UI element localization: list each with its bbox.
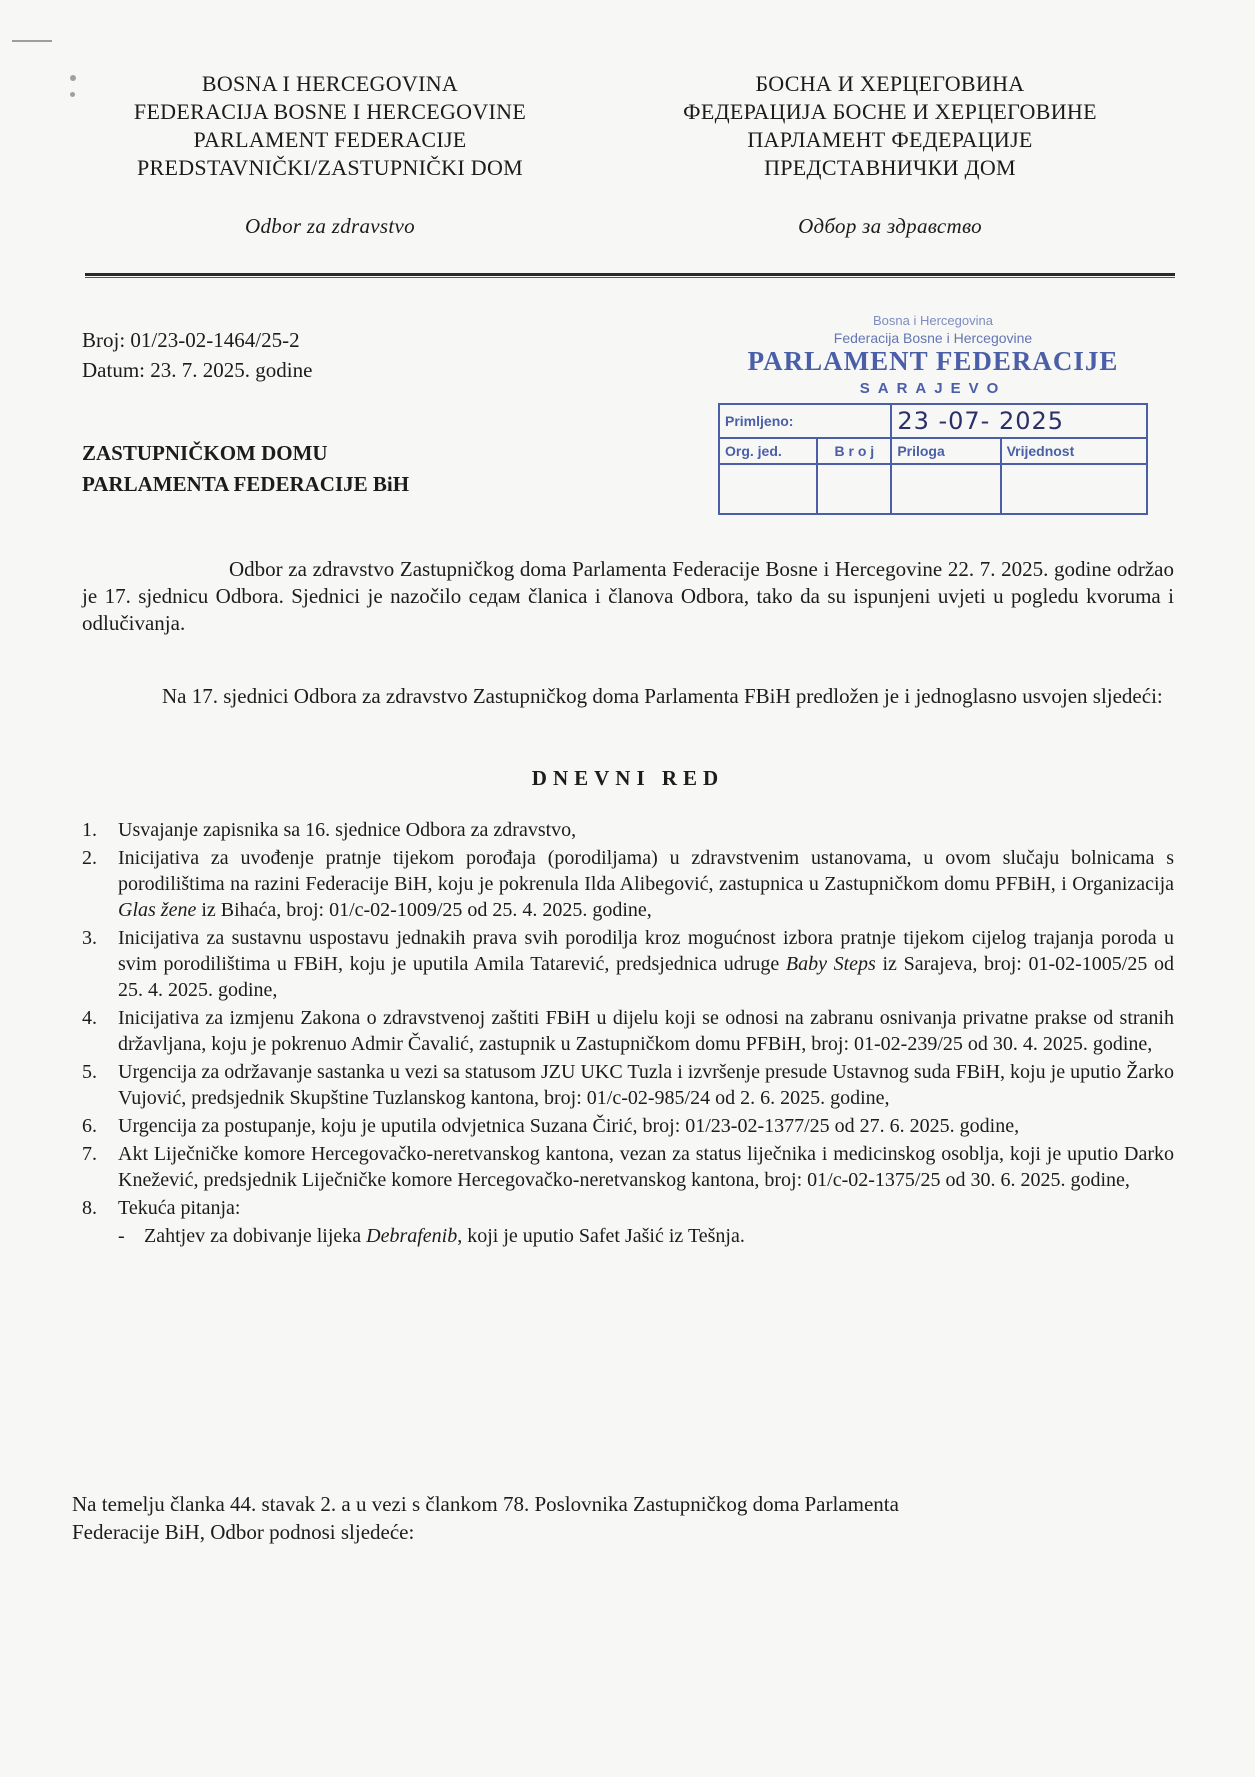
stamp-cell: [719, 464, 817, 514]
organization-name: Baby Steps: [785, 953, 876, 975]
stamp-title: PARLAMENT FEDERACIJE: [747, 346, 1119, 376]
agenda-item: [82, 845, 1174, 923]
letterhead-line: FEDERACIJA BOSNE I HERCEGOVINE: [133, 99, 527, 124]
reference-date: Datum: 23. 7. 2025. godine: [82, 358, 313, 382]
agenda-item-text: Usvajanje zapisnika sa 16. sjednice Odbora za zdravstvo,: [118, 819, 577, 841]
agenda-item: [82, 817, 1174, 843]
letterhead-line: PREDSTAVNIČKI/ZASTUPNIČKI DOM: [136, 155, 524, 180]
agenda-item-number: 6.: [82, 1115, 97, 1137]
stamp-col-vrijednost: Vrijednost: [1001, 438, 1147, 464]
agenda-item-number: 3.: [82, 927, 97, 949]
agenda-item-text: iz Sarajeva, broj: 01-02-1005/25 od 25. 4. 2025. godine,: [118, 953, 1174, 1001]
stamp-city: SARAJEVO: [859, 380, 1007, 397]
agenda-item: [82, 925, 1174, 1003]
stamp-cell: [817, 464, 891, 514]
reference-number: Broj: 01/23-02-1464/25-2: [82, 328, 300, 352]
letterhead-line: PARLAMENT FEDERACIJE: [193, 127, 467, 152]
organization-name: Glas žene: [118, 899, 197, 921]
reference-block: [82, 325, 312, 385]
letterhead-line: BOSNA I HERCEGOVINA: [201, 71, 459, 96]
agenda-subitem: [82, 1223, 1174, 1249]
subitem-text: , koji je uputio Safet Jašić iz Tešnja.: [457, 1225, 745, 1247]
stamp-col-priloga: Priloga: [891, 438, 1000, 464]
stamp-line: Bosna i Hercegovina: [873, 313, 993, 328]
committee-name-cyrillic: Одбор за здравство: [798, 214, 982, 238]
closing-line: Federacije BiH, Odbor podnosi sljedeće:: [72, 1520, 415, 1544]
header-divider: [85, 273, 1175, 278]
agenda-item-text: Inicijativa za sustavnu uspostavu jednakih prava svih porodilja kroz mogućnost izbora pratnje tijekom cijelog trajanja poroda u svim porodilištima u FBiH, koju je uputila Amila Tatarević, predsjednica udruge: [118, 927, 1174, 975]
agenda-title: DNEVNI RED: [531, 766, 725, 790]
agenda-item-number: 1.: [82, 819, 97, 841]
agenda-item-text: Tekuća pitanja:: [118, 1197, 241, 1219]
scan-artifact: [70, 75, 76, 81]
agenda-item: [82, 1195, 1174, 1221]
letterhead-cyrillic: [650, 70, 1130, 240]
intro-paragraph: Odbor za zdravstvo Zastupničkog doma Parlamenta Federacije Bosne i Hercegovine 22. 7. 2025. godine održao je 17. sjednicu Odbora. Sjednici je nazočilo седам članica i članova Odbora, tako da su ispunjeni uvjeti u pogledu kvoruma i odlučivanja.: [82, 557, 1174, 635]
letterhead-line: БОСНА И ХЕРЦЕГОВИНА: [755, 71, 1025, 96]
agenda-item-number: 4.: [82, 1007, 97, 1029]
stamp-cell: [891, 464, 1000, 514]
agenda-item-text: Urgencija za postupanje, koju je uputila odvjetnica Suzana Čirić, broj: 01/23-02-1377/25 od 27. 6. 2025. godine,: [118, 1115, 1020, 1137]
stamp-cell: [1001, 464, 1147, 514]
adoption-paragraph: Na 17. sjednici Odbora za zdravstvo Zastupničkog doma Parlamenta FBiH predložen je i jednoglasno usvojen sljedeći:: [162, 684, 1163, 708]
agenda-item: [82, 1059, 1174, 1111]
subitem-dash: -: [118, 1225, 125, 1247]
stamp-line: Federacija Bosne i Hercegovine: [833, 330, 1033, 346]
letterhead-line: ФЕДЕРАЦИЈА БОСНЕ И ХЕРЦЕГОВИНЕ: [683, 99, 1097, 124]
stamp-col-org: Org. jed.: [719, 438, 817, 464]
letterhead-latin: [90, 70, 570, 240]
stamp-col-broj: B r o j: [817, 438, 891, 464]
committee-name-latin: Odbor za zdravstvo: [245, 214, 415, 238]
scan-artifact: [70, 92, 75, 97]
subitem-text: Zahtjev za dobivanje lijeka: [144, 1225, 367, 1247]
agenda-item-number: 8.: [82, 1197, 97, 1219]
scan-artifact: [12, 40, 52, 42]
agenda-item: [82, 1113, 1174, 1139]
agenda-item-text: Inicijativa za uvođenje pratnje tijekom porođaja (porodiljama) u zdravstvenim ustanovama, u ovom slučaju bolnicama s porodilištima na razini Federacije BiH, koju je pokrenula Ilda Alibegović, zastupnica u Zastupničkom domu PFBiH, i Organizacija: [118, 847, 1174, 895]
closing-line: Na temelju članka 44. stavak 2. a u vezi s člankom 78. Poslovnika Zastupničkog doma Parlamenta: [72, 1492, 899, 1516]
agenda-item-text: Urgencija za održavanje sastanka u vezi sa statusom JZU UKC Tuzla i izvršenje presude Ustavnog suda FBiH, koju je uputio Žarko Vujović, predsjednik Skupštine Tuzlanskog kantona, broj: 01/c-02-985/24 od 2. 6. 2025. godine,: [118, 1061, 1174, 1109]
letterhead-line: ПРЕДСТАВНИЧКИ ДОМ: [764, 155, 1016, 180]
stamp-received-label: Primljeno:: [719, 404, 891, 438]
stamp-received-date: 23 -07- 2025: [891, 404, 1147, 438]
stamp-table: [718, 403, 1148, 515]
agenda-list: [82, 817, 1174, 1249]
agenda-item-number: 2.: [82, 847, 97, 869]
closing-paragraph: [72, 1490, 1072, 1546]
received-stamp: [718, 313, 1148, 523]
addressee-line: PARLAMENTA FEDERACIJE BiH: [82, 472, 410, 496]
agenda-item-text: Akt Liječničke komore Hercegovačko-neretvanskog kantona, vezan za status liječnika i medicinskog osoblja, koji je uputio Darko Knežević, predsjednik Liječničke komore Hercegovačko-neretvanskog kantona, broj: 01/c-02-1375/25 od 30. 6. 2025. godine,: [118, 1143, 1174, 1191]
agenda-item-number: 7.: [82, 1143, 97, 1165]
agenda-item-text: iz Bihaća, broj: 01/c-02-1009/25 od 25. 4. 2025. godine,: [196, 899, 652, 921]
agenda-item: [82, 1005, 1174, 1057]
medicine-name: Debrafenib: [366, 1225, 458, 1247]
agenda-item-number: 5.: [82, 1061, 97, 1083]
addressee-line: ZASTUPNIČKOM DOMU: [82, 441, 328, 465]
agenda-item-text: Inicijativa za izmjenu Zakona o zdravstvenoj zaštiti FBiH u dijelu koji se odnosi na zabranu osnivanja privatne prakse od stranih državljana, koju je pokrenuo Admir Čavalić, zastupnik u Zastupničkom domu PFBiH, broj: 01-02-239/25 od 30. 4. 2025. godine,: [118, 1007, 1174, 1055]
addressee: [82, 438, 409, 500]
agenda-item: [82, 1141, 1174, 1193]
letterhead-line: ПАРЛАМЕНТ ФЕДЕРАЦИЈЕ: [747, 127, 1033, 152]
